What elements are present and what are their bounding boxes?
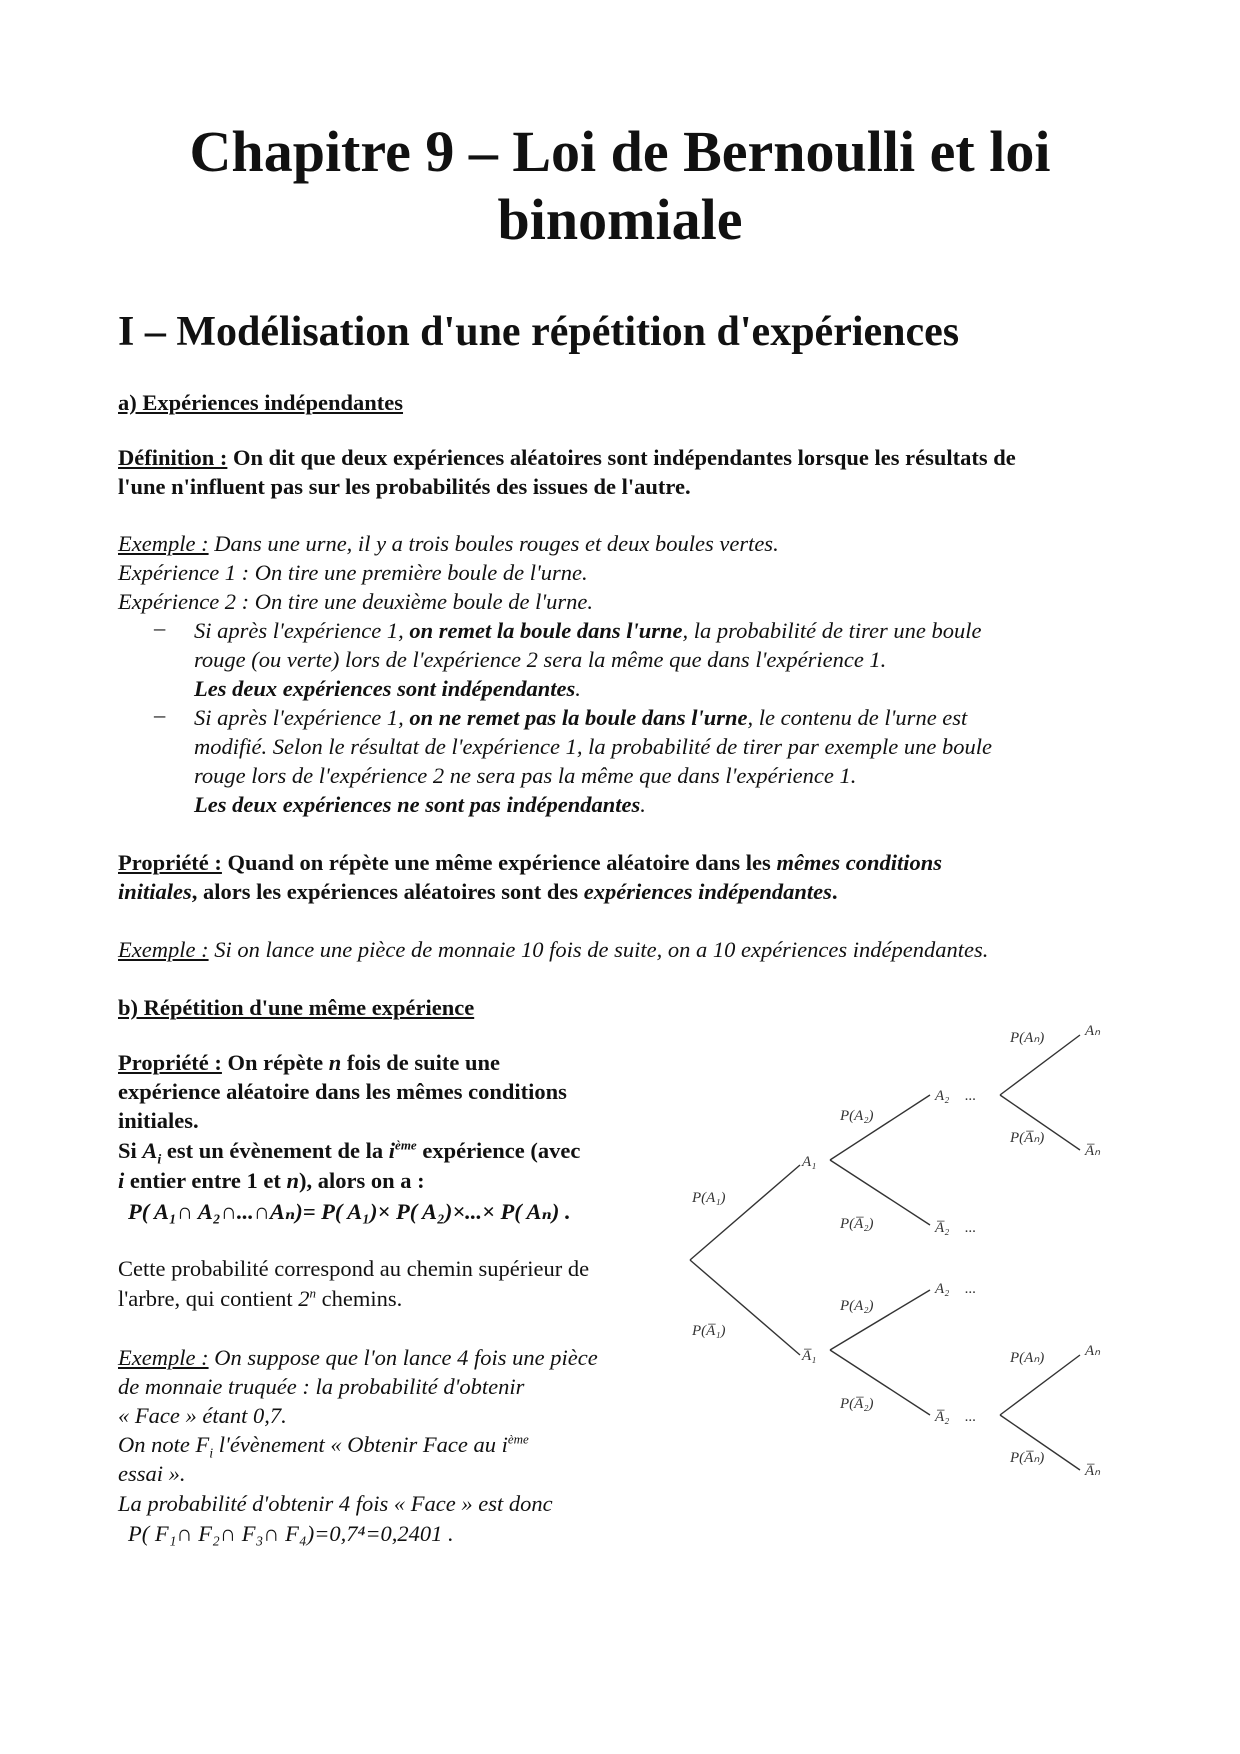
tree-dots: ... bbox=[965, 1409, 977, 1425]
property-2-alors: ), alors on a : bbox=[299, 1168, 425, 1193]
property-1-a: Quand on répète une même expérience aléatoire dans les bbox=[221, 850, 777, 875]
example-3-line-5: essai ». bbox=[118, 1461, 186, 1486]
property-1-b: mêmes conditions bbox=[776, 850, 943, 875]
example-3-line-2: de monnaie truquée : la probabilité d'obtenir bbox=[118, 1374, 525, 1399]
property-1-line-2: initiales, alors les expériences aléatoires sont des expériences indépendantes. bbox=[118, 879, 838, 904]
example-3-line-6: La probabilité d'obtenir 4 fois « Face » est donc bbox=[118, 1491, 553, 1516]
definition-line-2: l'une n'influent pas sur les probabilités des issues de l'autre. bbox=[118, 474, 691, 499]
bullet-1-line-2: rouge (ou verte) lors de l'expérience 2 sera la même que dans l'expérience 1. bbox=[194, 647, 887, 672]
tree-node-a2: A₂ bbox=[935, 1088, 950, 1104]
tree-edge bbox=[690, 1165, 800, 1260]
bullet-1-b: on remet la boule dans l'urne bbox=[409, 618, 683, 643]
bullet-2-line-1 bbox=[194, 703, 967, 732]
tree-label-p-a2: P(A₂) bbox=[840, 1108, 874, 1124]
symbol-Ai: $A_i$ bbox=[142, 1138, 162, 1168]
tree-node-not-a1: A̅₁ bbox=[802, 1348, 817, 1364]
bullet-2-a: Si après l'expérience 1, bbox=[194, 705, 410, 730]
property-1-d: , alors les expériences aléatoires sont des bbox=[191, 879, 584, 904]
example-1-line-1 bbox=[118, 529, 779, 558]
definition-line-1 bbox=[118, 443, 1016, 472]
property-2-entier: entier entre 1 et bbox=[124, 1168, 287, 1193]
tree-edge bbox=[830, 1095, 930, 1160]
property-1-line-1 bbox=[118, 848, 942, 877]
property-2-avec: expérience (avec bbox=[416, 1138, 581, 1163]
tree-node-not-a2: A̅₂ bbox=[935, 1409, 950, 1425]
bullet-2-line-4: Les deux expériences ne sont pas indépendantes. bbox=[194, 792, 646, 817]
tree-label-p-an: P(Aₙ) bbox=[1010, 1030, 1045, 1046]
bullet-2-line-2: modifié. Selon le résultat de l'expérience 1, la probabilité de tirer par exemple une boule bbox=[194, 734, 992, 759]
bullet-1-conclusion: Les deux expériences sont indépendantes bbox=[194, 676, 576, 701]
example-3-line-4 bbox=[118, 1430, 529, 1462]
tree-label-p-an: P(Aₙ) bbox=[1010, 1350, 1045, 1366]
tree-node-not-an: A̅ₙ bbox=[1085, 1143, 1101, 1159]
path-line-1: Cette probabilité correspond au chemin supérieur de bbox=[118, 1256, 590, 1281]
property-label: Propriété : bbox=[118, 850, 222, 875]
tree-label-p-not-an: P(A̅ₙ) bbox=[1010, 1450, 1045, 1466]
property-label: Propriété : bbox=[118, 1050, 222, 1075]
property-2-line-3: initiales. bbox=[118, 1108, 199, 1133]
example-1-line-3: Expérience 2 : On tire une deuxième boule de l'urne. bbox=[118, 589, 594, 614]
tree-node-a1: A₁ bbox=[802, 1154, 817, 1170]
page-title: Chapitre 9 – Loi de Bernoulli et loi binomiale bbox=[189, 119, 1051, 252]
bullet-2-line-3: rouge lors de l'expérience 2 ne sera pas la même que dans l'expérience 1. bbox=[194, 763, 857, 788]
symbol-i: $i^{ème}$ bbox=[388, 1137, 417, 1163]
tree-dots: ... bbox=[965, 1281, 977, 1297]
example-2-line bbox=[118, 935, 988, 964]
example-1-text: Dans une urne, il y a trois boules rouges et deux boules vertes. bbox=[208, 531, 779, 556]
tree-label-p-not-a1: P(A̅₁) bbox=[692, 1323, 726, 1339]
bullet-2-b: on ne remet pas la boule dans l'urne bbox=[409, 705, 748, 730]
subsection-b-heading: b) Répétition d'une même expérience bbox=[118, 995, 475, 1020]
example-3-event: l'évènement « Obtenir Face au bbox=[213, 1432, 502, 1457]
symbol-n: n bbox=[328, 1050, 342, 1075]
bullet-1-line-3: Les deux expériences sont indépendantes. bbox=[194, 676, 581, 701]
path-text-a: l'arbre, qui contient bbox=[118, 1286, 299, 1311]
example-3-formula: P( F₁∩ F₂∩ F₃∩ F₄)=0,7⁴=0,2401 . bbox=[128, 1521, 454, 1546]
example-label: Exemple : bbox=[118, 1345, 209, 1370]
symbol-n: n bbox=[286, 1168, 300, 1193]
property-2-event: est un évènement de la bbox=[161, 1138, 389, 1163]
example-2-text: Si on lance une pièce de monnaie 10 fois de suite, on a 10 expériences indépendantes. bbox=[208, 937, 989, 962]
definition-text-1: On dit que deux expériences aléatoires sont indépendantes lorsque les résultats de bbox=[227, 445, 1016, 470]
tree-node-an: Aₙ bbox=[1085, 1343, 1101, 1359]
tree-node-a2: A₂ bbox=[935, 1281, 950, 1297]
property-1-c: initiales bbox=[118, 879, 192, 904]
bullet-1-line-1 bbox=[194, 616, 981, 645]
property-1-e: expériences indépendantes bbox=[583, 879, 832, 904]
property-2-line-4 bbox=[118, 1136, 581, 1168]
tree-node-not-a2: A̅₂ bbox=[935, 1220, 950, 1236]
symbol-2n: 2$^n$ bbox=[298, 1285, 316, 1311]
example-label: Exemple : bbox=[118, 531, 209, 556]
definition-label: Définition : bbox=[118, 445, 228, 470]
example-3-line-3: « Face » étant 0,7. bbox=[118, 1403, 287, 1428]
property-2-line-5 bbox=[118, 1166, 425, 1195]
tree-label-p-not-a2: P(A̅₂) bbox=[840, 1216, 874, 1232]
tree-label-p-not-a2: P(A̅₂) bbox=[840, 1396, 874, 1412]
property-2-line-1 bbox=[118, 1048, 500, 1077]
tree-dots: ... bbox=[965, 1088, 977, 1104]
tree-label-p-a2: P(A₂) bbox=[840, 1298, 874, 1314]
bullet-2-c: , le contenu de l'urne est bbox=[747, 705, 968, 730]
property-2-a: On répète bbox=[221, 1050, 329, 1075]
property-2-line-2: expérience aléatoire dans les mêmes conditions bbox=[118, 1079, 567, 1104]
formula-product: P( A₁∩ A₂∩...∩Aₙ)= P( A₁)× P( A₂)×...× P( Aₙ) . bbox=[128, 1199, 571, 1224]
tree-node-an: Aₙ bbox=[1085, 1023, 1101, 1039]
bullet-2-conclusion: Les deux expériences ne sont pas indépendantes bbox=[194, 792, 641, 817]
property-2-b: fois de suite une bbox=[341, 1050, 501, 1075]
probability-tree bbox=[680, 1010, 1140, 1510]
symbol-i: i bbox=[118, 1168, 125, 1193]
section-heading: I – Modélisation d'une répétition d'expériences bbox=[118, 309, 960, 355]
example-1-line-2: Expérience 1 : On tire une première boule de l'urne. bbox=[118, 560, 588, 585]
tree-edge bbox=[690, 1260, 800, 1355]
bullet-1-a: Si après l'expérience 1, bbox=[194, 618, 410, 643]
example-3-line-1 bbox=[118, 1343, 598, 1372]
tree-dots: ... bbox=[965, 1220, 977, 1236]
symbol-Fi: $F_i$ bbox=[195, 1432, 214, 1462]
example-3-note: On note bbox=[118, 1432, 196, 1457]
example-label: Exemple : bbox=[118, 937, 209, 962]
bullet-dash-1: – bbox=[154, 615, 166, 640]
bullet-dash-2: – bbox=[154, 702, 166, 727]
symbol-i: $i^{ème}$ bbox=[501, 1431, 529, 1457]
example-3-a: On suppose que l'on lance 4 fois une pièce bbox=[208, 1345, 598, 1370]
path-text-b: chemins. bbox=[316, 1286, 403, 1311]
tree-label-p-a1: P(A₁) bbox=[692, 1190, 726, 1206]
subsection-a-heading: a) Expériences indépendantes bbox=[118, 390, 404, 415]
path-line-2 bbox=[118, 1284, 402, 1313]
tree-node-not-an: A̅ₙ bbox=[1085, 1463, 1101, 1479]
bullet-1-c: , la probabilité de tirer une boule bbox=[682, 618, 982, 643]
property-2-si: Si bbox=[118, 1138, 143, 1163]
tree-label-p-not-an: P(A̅ₙ) bbox=[1010, 1130, 1045, 1146]
